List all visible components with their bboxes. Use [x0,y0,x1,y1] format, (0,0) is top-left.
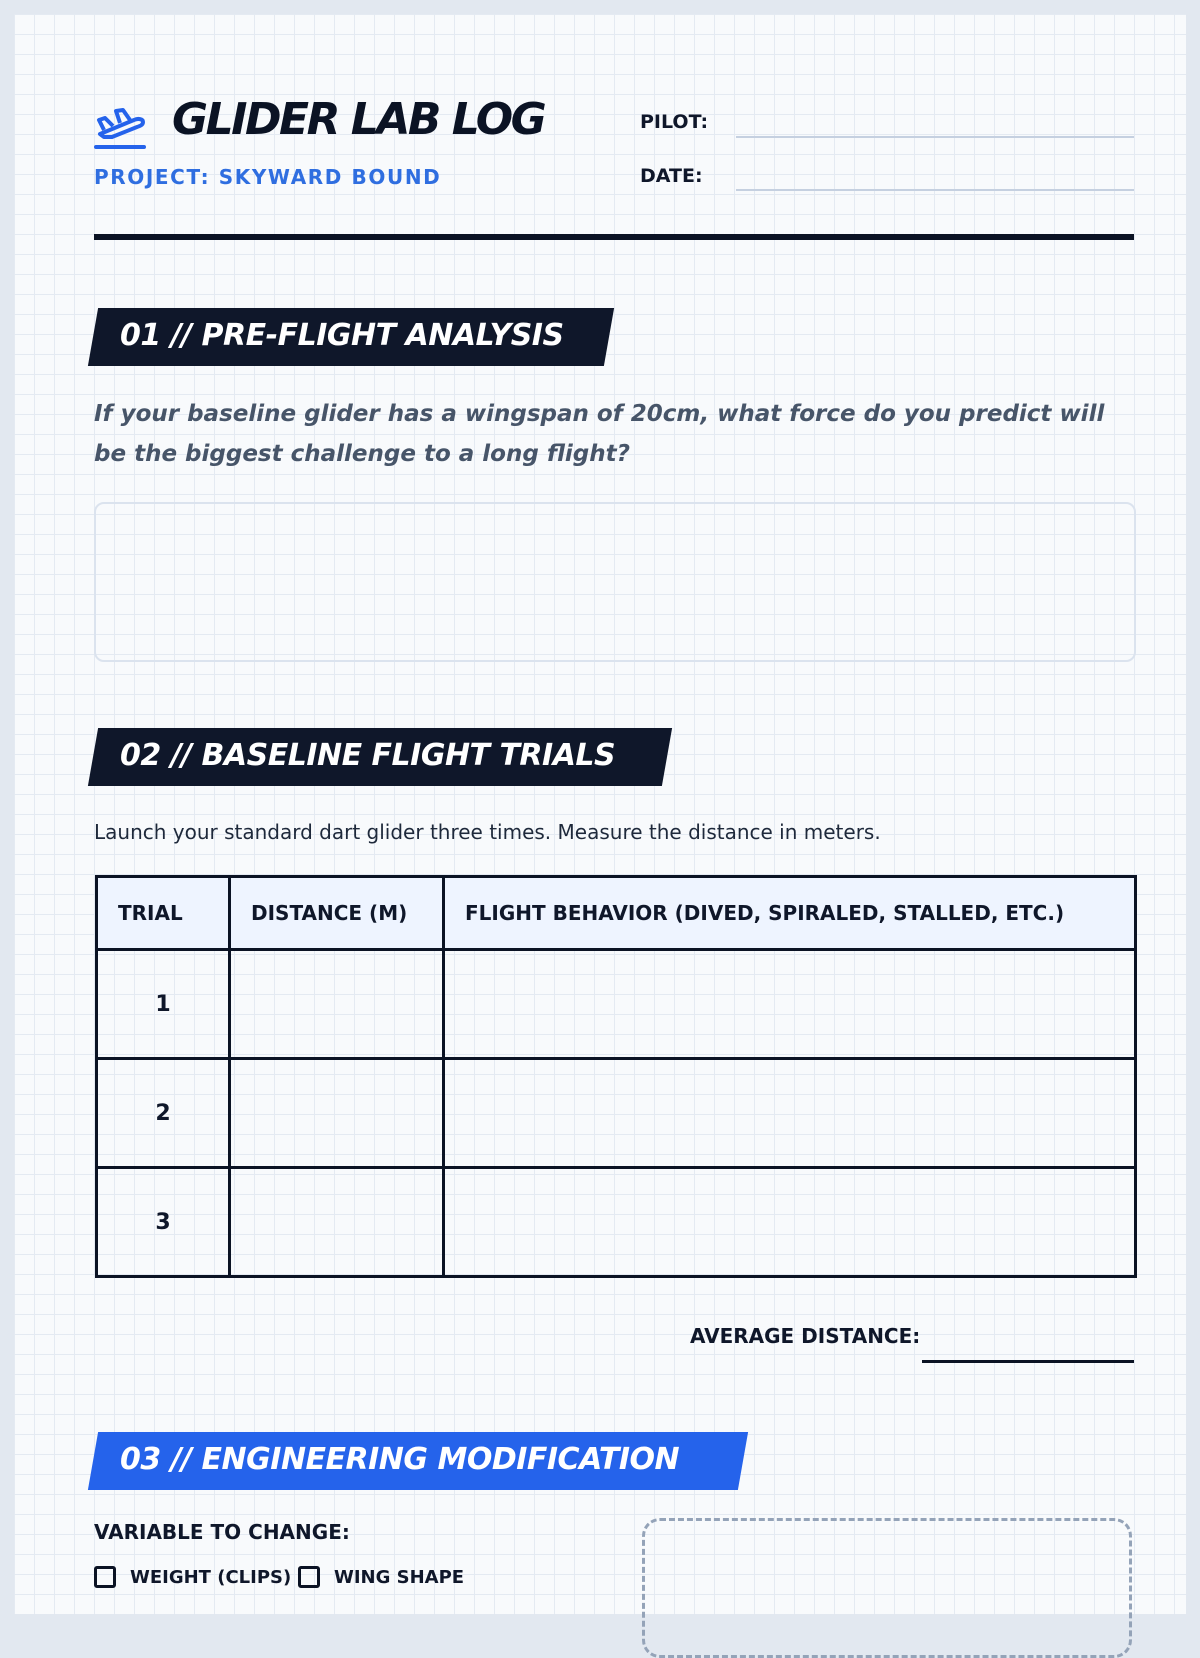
trial-number: 1 [97,950,230,1059]
weight-checkbox[interactable] [94,1566,116,1588]
average-distance-field[interactable] [922,1360,1134,1363]
trials-table [95,875,1137,1278]
distance-cell[interactable] [230,1168,444,1277]
option-wing-shape[interactable] [298,1566,464,1588]
project-name: PROJECT: SKYWARD BOUND [94,165,442,189]
behavior-cell[interactable] [444,950,1136,1059]
date-label: DATE: [640,165,703,187]
page-title: GLIDER LAB LOG [172,94,545,145]
trial-instructions: Launch your standard dart glider three times. Measure the distance in meters. [94,820,881,844]
distance-cell[interactable] [230,1059,444,1168]
section-02-title: 02 // BASELINE FLIGHT TRIALS [120,738,616,773]
option-weight[interactable] [94,1566,291,1588]
wing-shape-checkbox[interactable] [298,1566,320,1588]
worksheet-page [14,14,1186,1614]
trial-number: 3 [97,1168,230,1277]
column-header-distance: DISTANCE (M) [230,877,444,950]
option-label: WEIGHT (CLIPS) [130,1566,292,1588]
section-01-title: 01 // PRE-FLIGHT ANALYSIS [120,318,564,353]
table-row [97,1059,1136,1168]
table-row [97,950,1136,1059]
section-03-title: 03 // ENGINEERING MODIFICATION [120,1442,680,1477]
average-distance-label: AVERAGE DISTANCE: [690,1324,921,1348]
distance-cell[interactable] [230,950,444,1059]
variable-to-change-label: VARIABLE TO CHANGE: [94,1520,350,1544]
pilot-field[interactable] [736,136,1134,138]
pre-flight-question: If your baseline glider has a wingspan of 20cm, what force do you predict will be the biggest challenge to a long flight? [94,401,1105,467]
behavior-cell[interactable] [444,1168,1136,1277]
option-label: WING SHAPE [334,1566,465,1588]
column-header-trial: TRIAL [97,877,230,950]
column-header-behavior: FLIGHT BEHAVIOR (DIVED, SPIRALED, STALLED, ETC.) [444,877,1136,950]
table-header-row [97,877,1136,950]
behavior-cell[interactable] [444,1059,1136,1168]
pilot-label: PILOT: [640,111,709,133]
modification-sketch-box[interactable] [642,1518,1132,1658]
date-field[interactable] [736,189,1134,191]
header-divider [94,234,1134,240]
airplane-takeoff-icon [94,106,146,150]
prediction-answer-box[interactable] [94,502,1136,662]
trial-number: 2 [97,1059,230,1168]
table-row [97,1168,1136,1277]
